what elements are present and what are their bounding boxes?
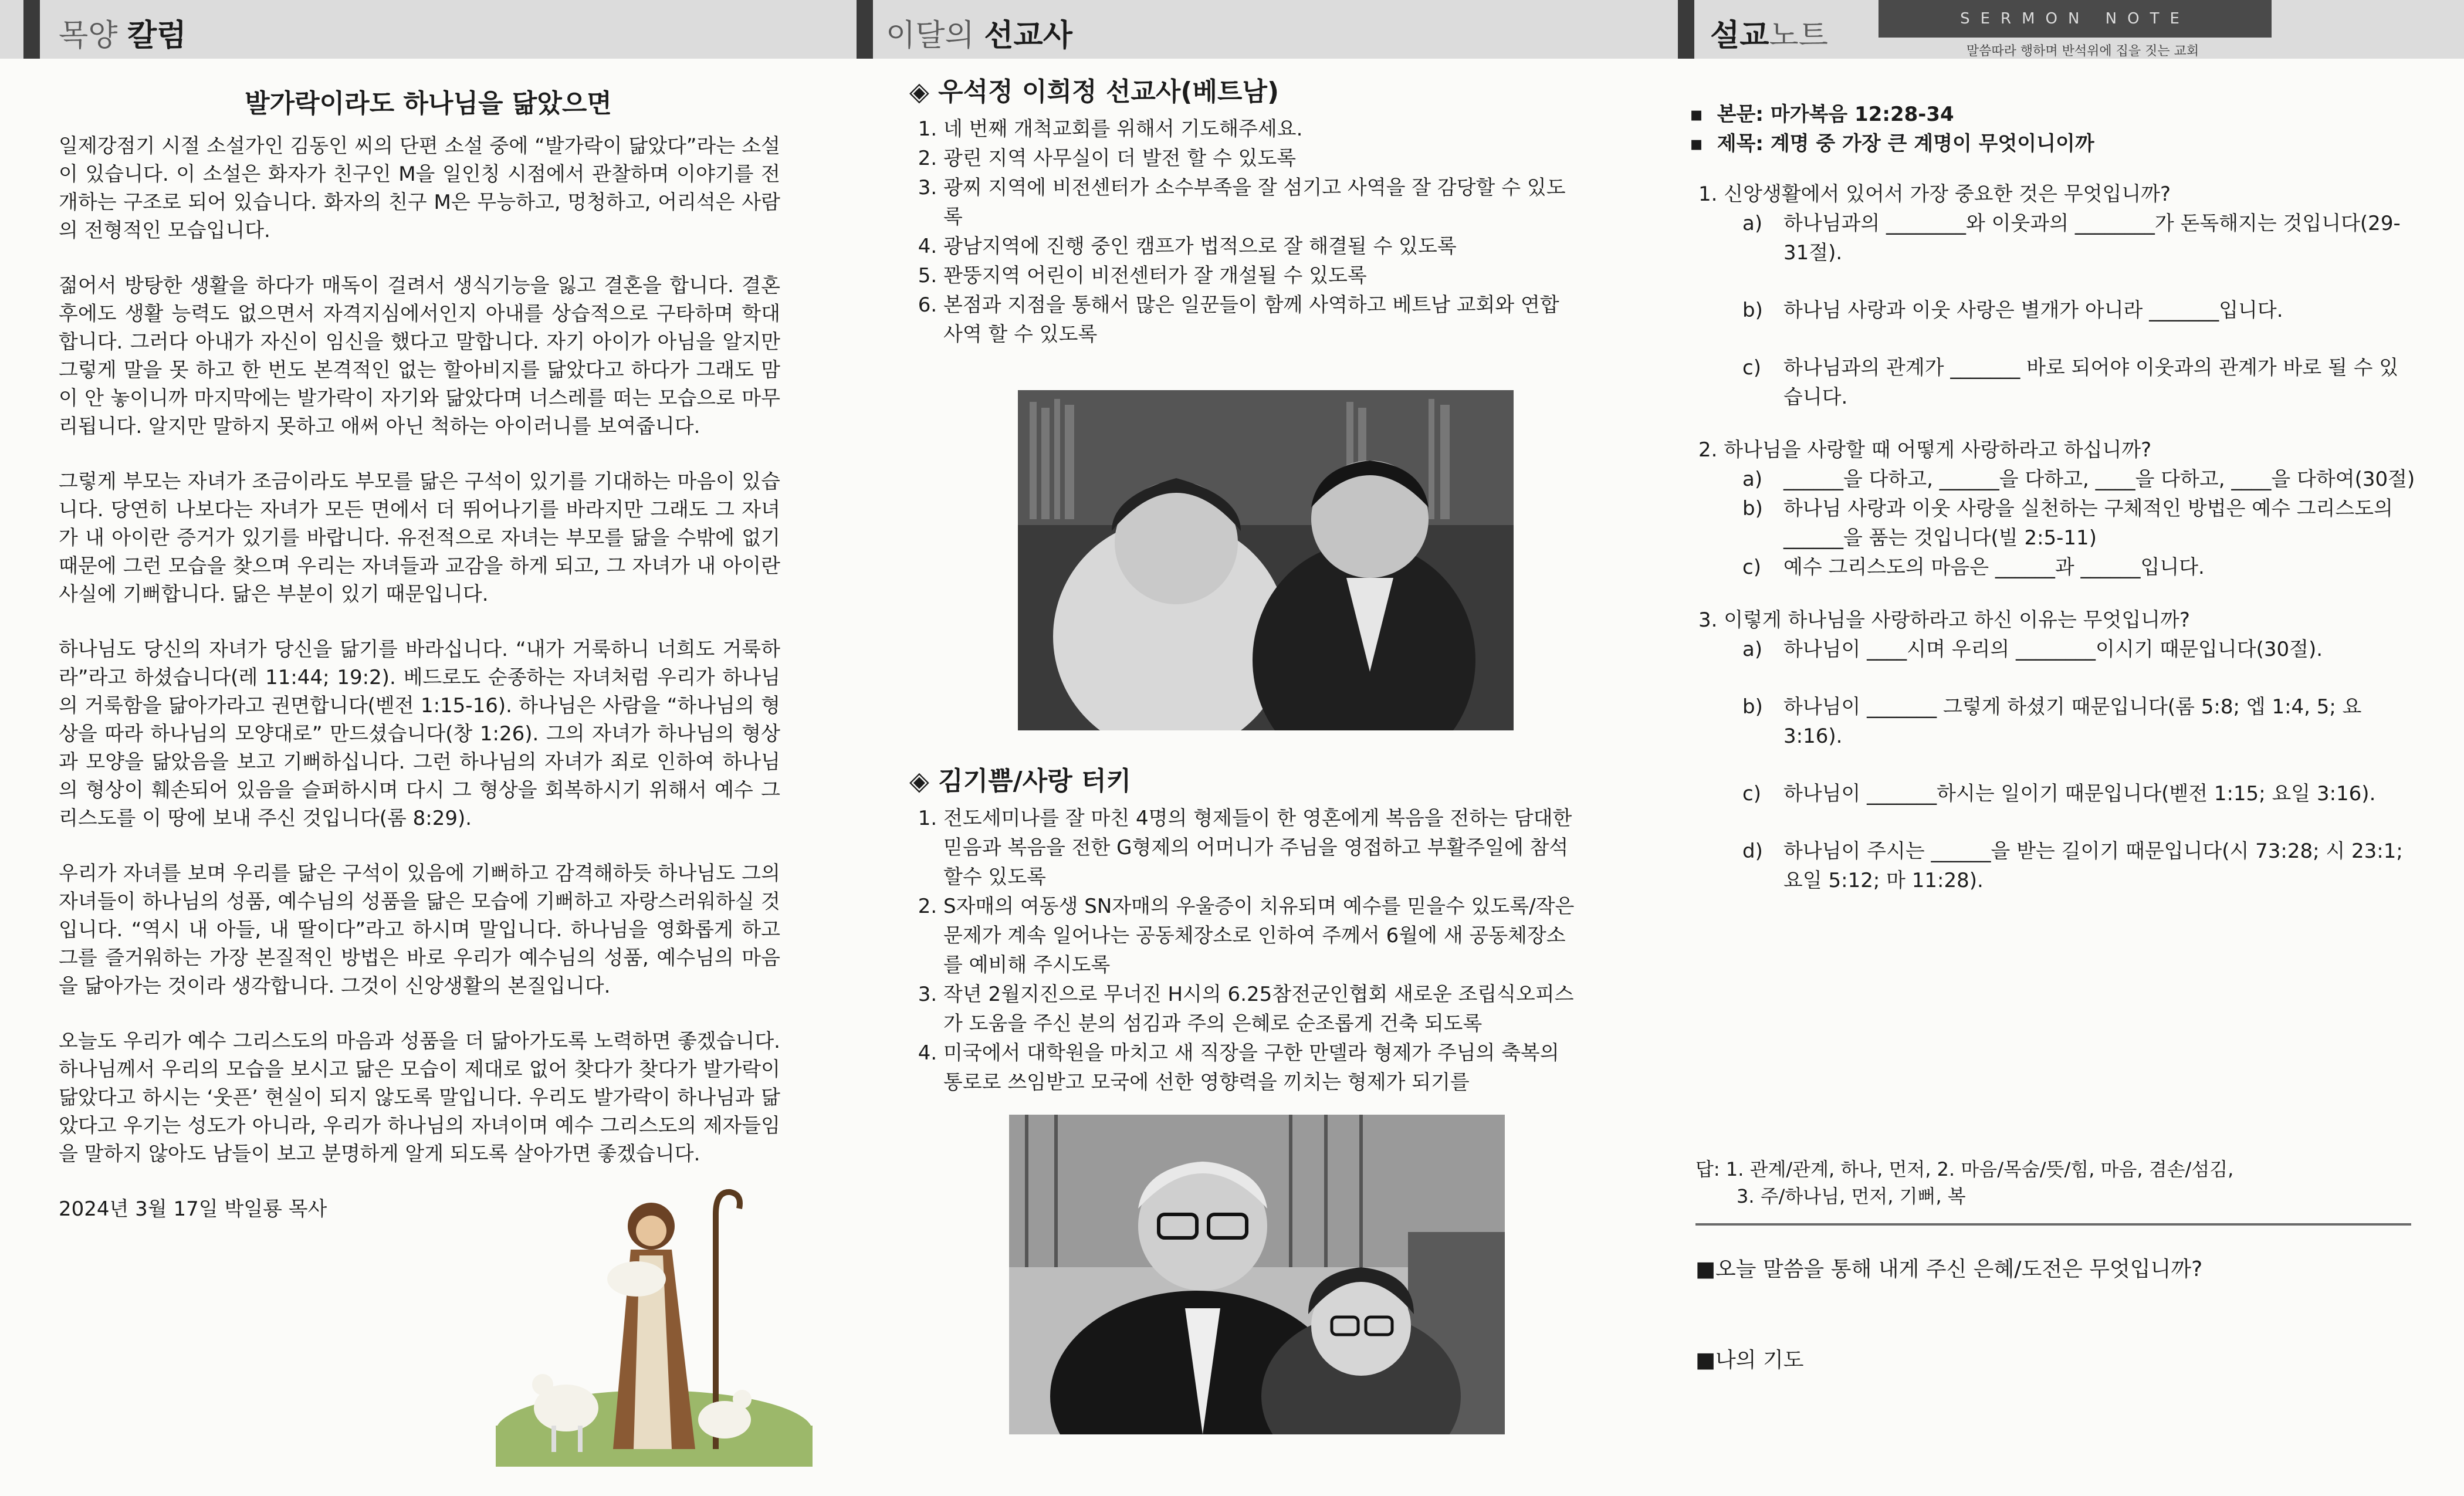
section-title <box>1710 11 1828 55</box>
grace-prompt: ■오늘 말씀을 통해 내게 주신 은혜/도전은 무엇입니까? <box>1695 1257 2203 1281</box>
missionary-heading: ◈ 우석정 이희정 선교사(베트남) <box>909 77 1280 107</box>
missionary-heading: ◈ 김기쁨/사랑 터키 <box>909 766 1132 796</box>
section-title-light: 이달의 <box>886 18 974 53</box>
pastoral-column-page <box>0 0 821 1496</box>
question-text: ______을 다하고, ______을 다하고, ____을 다하고, ____을 다하여(30절) <box>1783 468 2415 491</box>
prayer-item: 1. 전도세미나를 잘 마친 4명의 형제들이 한 영혼에게 복음을 전하는 담대한 믿음과 복음을 전한 G형제의 어머니가 주님을 영접하고 부활주일에 참석할수 있도록 <box>943 804 1584 892</box>
question-text: 하나님이 주시는 ______을 받는 길이기 때문입니다(시 73:28; 시 23:1; 요일 5:12; 마 11:28). <box>1783 840 2403 892</box>
question-text: 예수 그리스도의 마음은 ______과 ______입니다. <box>1783 556 2205 579</box>
option-label: c) <box>1742 356 1761 380</box>
sermon-notes <box>1690 100 2417 895</box>
question-text: 하나님이 _______하시는 일이기 때문입니다(벧전 1:15; 요일 3:16). <box>1783 782 2376 805</box>
section-tab <box>23 0 40 59</box>
prayer-item: 2. S자매의 여동생 SN자매의 우울증이 치유되며 예수를 믿을수 있도록/작은 문제가 계속 일어나는 공동체장소로 인하여 주께서 6월에 새 공동체장소를 예비해 주시도록 <box>943 892 1584 980</box>
question-3b <box>1742 692 2417 751</box>
column-paragraph: 그렇게 부모는 자녀가 조금이라도 부모를 닮은 구석이 있기를 기대하는 마음이 있습니다. 당연히 나보다는 자녀가 모든 면에서 더 뛰어나기를 바라지만 그래도 그 자녀가 내 아이란 증거가 있기를 바랍니다. 유전적으로 자녀는 부모를 닮을 수밖에 없기 때문에 그런 모습을 찾으며 우리는 자녀들과 교감을 하게 되고, 그 자녀가 내 아이란 사실에 기뻐합니다. 닮은 부분이 있기 때문입니다. <box>59 470 780 606</box>
prayer-item: 5. 꽌뚱지역 어린이 비전센터가 잘 개설될 수 있도록 <box>943 261 1578 290</box>
section-tab <box>1678 0 1694 59</box>
option-label: a) <box>1742 212 1763 235</box>
column-body <box>59 132 780 1250</box>
option-label: b) <box>1742 299 1763 322</box>
answer-key <box>1695 1156 2417 1210</box>
section-title-bold: 칼럼 <box>127 18 187 53</box>
prayer-item: 6. 본점과 지점을 통해서 많은 일꾼들이 함께 사역하고 베트남 교회와 연합사역 할 수 있도록 <box>943 290 1578 349</box>
prayer-item: 1. 네 번째 개척교회를 위해서 기도해주세요. <box>943 114 1578 144</box>
missionary-photo <box>1018 390 1514 730</box>
question-text: 하나님 사랑과 이웃 사랑은 별개가 아니라 _______입니다. <box>1783 299 2283 322</box>
column-paragraph: 젊어서 방탕한 생활을 하다가 매독이 걸려서 생식기능을 잃고 결혼을 합니다. 결혼 후에도 생활 능력도 없으면서 자격지심에서인지 아내를 상습적으로 구타하며 학대합니다. 그러다 아내가 자신이 임신을 했다고 말합니다. 자기 아이가 아님을 알지만 그렇게 말을 못 하고 한 번도 본격적인 없는 할아비지를 닮았다고 하다가 그래도 맘이 안 놓이니까 마지막에는 발가락이 자기와 닮았다며 너스레를 떠는 모습으로 마무리됩니다. 알지만 말하지 못하고 애써 아닌 척하는 아이러니를 보여줍니다. <box>59 274 780 438</box>
section-tab <box>857 0 873 59</box>
sermon-title-label: 제목: 계명 중 가장 큰 계명이 무엇이니이까 <box>1717 132 2094 155</box>
missionary-page <box>821 0 1643 1496</box>
section-title-light: 목양 <box>59 18 118 53</box>
section-title-bold: 설교 <box>1710 18 1769 53</box>
option-label: d) <box>1742 840 1763 863</box>
question-text: 하나님과의 관계가 _______ 바로 되어야 이웃과의 관계가 바로 될 수 있습니다. <box>1783 356 2399 409</box>
prayer-item: 3. 작년 2월지진으로 무너진 H시의 6.25참전군인협회 새로운 조립식오피스가 도움을 주신 분의 섬김과 주의 은혜로 순조롭게 건축 되도록 <box>943 980 1584 1038</box>
question-3d <box>1742 837 2417 895</box>
question-2a <box>1742 465 2417 494</box>
question-text: 하나님이 ____시며 우리의 ________이시기 때문입니다(30절). <box>1783 638 2323 661</box>
church-tagline: 말씀따라 행하며 반석위에 집을 짓는 교회 <box>1966 44 2199 59</box>
column-paragraph: 오늘도 우리가 예수 그리스도의 마음과 성품을 더 닮아가도록 노력하면 좋겠습니다. 하나님께서 우리의 모습을 보시고 닮은 모습이 제대로 없어 찾다가 찾다가 발가락이 닮았다고 하시는 ‘웃픈’ 현실이 되지 않도록 말입니다. 우리도 발가락이 하나님과 닮았다고 우기는 성도가 아니라, 우리가 하나님의 자녀이며 예수 그리스도의 제자들임을 말하지 않아도 남들이 보고 분명하게 알게 되도록 살아가면 좋겠습니다. <box>59 1030 780 1166</box>
column-paragraph: 일제강점기 시절 소설가인 김동인 씨의 단편 소설 중에 “발가락이 닮았다”라는 소설이 있습니다. 이 소설은 화자가 친구인 M을 일인칭 시점에서 관찰하며 이야기를 전개하는 구조로 되어 있습니다. 화자의 친구 M은 무능하고, 멍청하고, 어리석은 사람의 전형적인 모습입니다. <box>59 134 780 242</box>
answer-divider <box>1695 1223 2411 1226</box>
prayer-item: 2. 광린 지역 사무실이 더 발전 할 수 있도록 <box>943 144 1578 173</box>
shepherd-illustration <box>496 1179 813 1467</box>
option-label: b) <box>1742 497 1763 520</box>
option-label: a) <box>1742 638 1763 661</box>
section-title <box>59 11 186 55</box>
prayer-item: 4. 미국에서 대학원을 마치고 새 직장을 구한 만델라 형제가 주님의 축복의 통로로 쓰임받고 모국에 선한 영향력을 끼치는 형제가 되기를 <box>943 1038 1584 1097</box>
column-paragraph: 우리가 자녀를 보며 우리를 닮은 구석이 있음에 기뻐하고 감격해하듯 하나님도 그의 자녀들이 하나님의 성품, 예수님의 성품을 닮은 모습에 기뻐하고 자랑스러워하실 것입니다. “역시 내 아들, 내 딸이다”라고 하시며 말입니다. 하나님을 영화롭게 하고 그를 즐거워하는 가장 본질적인 방법은 바로 우리가 예수님의 성품, 예수님의 마음을 닮아가는 것이라 생각합니다. 그것이 신앙생활의 본질입니다. <box>59 862 780 998</box>
section-title-bold: 선교사 <box>984 18 1072 53</box>
question-1a <box>1742 209 2417 268</box>
prayer-item: 3. 광찌 지역에 비전센터가 소수부족을 잘 섬기고 사역을 잘 감당할 수 있도록 <box>943 173 1578 232</box>
missionary-photo-image <box>1009 1115 1505 1434</box>
missionary-prayer-list <box>909 114 1578 349</box>
option-label: c) <box>1742 556 1761 579</box>
option-label: b) <box>1742 695 1763 719</box>
option-label: a) <box>1742 468 1763 491</box>
answer-line: 3. 주/하나님, 먼저, 기뻐, 복 <box>1737 1185 1966 1207</box>
sermon-text-label: 본문: 마가복음 12:28-34 <box>1717 103 1954 126</box>
question-1c <box>1742 353 2417 412</box>
missionary-photo <box>1009 1115 1505 1434</box>
question-1: 1. 신앙생활에서 있어서 가장 중요한 것은 무엇입니까? <box>1698 182 2171 206</box>
option-label: c) <box>1742 782 1761 805</box>
question-3c <box>1742 779 2417 808</box>
section-title-light: 노트 <box>1769 18 1828 53</box>
question-3a <box>1742 635 2417 664</box>
prayer-item: 4. 광남지역에 진행 중인 캠프가 법적으로 잘 해결될 수 있도록 <box>943 232 1578 261</box>
column-paragraph: 하나님도 당신의 자녀가 당신을 닮기를 바라십니다. “내가 거룩하니 너희도 거룩하라”라고 하셨습니다(레 11:44; 19:2). 베드로도 순종하는 자녀처럼 우리가 하나님의 거룩함을 닮아가라고 권면합니다(벧전 1:15-16). 하나님은 사람을 “하나님의 형상을 따라 하나님의 모양대로” 만드셨습니다(창 1:26). 그의 자녀가 하나님의 형상과 모양을 닮았음을 보고 기뻐하십니다. 그런 하나님의 자녀가 죄로 인하여 하나님의 형상이 훼손되어 있음을 슬퍼하시며 다시 그 형상을 회복하시기 위해서 예수 그리스도를 이 땅에 보내 주신 것입니다(롬 8:29). <box>59 638 780 830</box>
sermon-text-reference: ▪ 본문: 마가복음 12:28-34 <box>1690 103 1954 126</box>
sermon-title: ▪ 제목: 계명 중 가장 큰 계명이 무엇이니이까 <box>1690 132 2094 155</box>
question-2c <box>1742 553 2417 582</box>
answer-line: 답: 1. 관계/관계, 하나, 먼저, 2. 마음/목숨/뜻/힘, 마음, 겸손/섬김, <box>1695 1158 2234 1180</box>
sermon-note-banner: SERMON NOTE <box>1879 0 2272 38</box>
question-text: 하나님이 _______ 그렇게 하셨기 때문입니다(롬 5:8; 엡 1:4, 5; 요 3:16). <box>1783 695 2362 748</box>
prayer-prompt: ■나의 기도 <box>1695 1348 1804 1372</box>
missionary-prayer-list <box>909 804 1584 1097</box>
signature: 2024년 3월 17일 박일룡 목사 <box>59 1197 327 1221</box>
question-2b <box>1742 494 2417 553</box>
question-text: 하나님 사랑과 이웃 사랑을 실천하는 구체적인 방법은 예수 그리스도의 ______을 품는 것입니다(빌 2:5-11) <box>1783 497 2393 550</box>
column-title: 발가락이라도 하나님을 닮았으면 <box>245 89 612 119</box>
question-1b <box>1742 296 2417 325</box>
section-title <box>886 11 1072 55</box>
question-text: 하나님과의 ________와 이웃과의 ________가 돈독해지는 것입니다(29-31절). <box>1783 212 2401 265</box>
question-2: 2. 하나님을 사랑할 때 어떻게 사랑하라고 하십니까? <box>1698 438 2152 462</box>
missionary-photo-image <box>1018 390 1514 730</box>
question-3: 3. 이렇게 하나님을 사랑하라고 하신 이유는 무엇입니까? <box>1698 608 2190 632</box>
